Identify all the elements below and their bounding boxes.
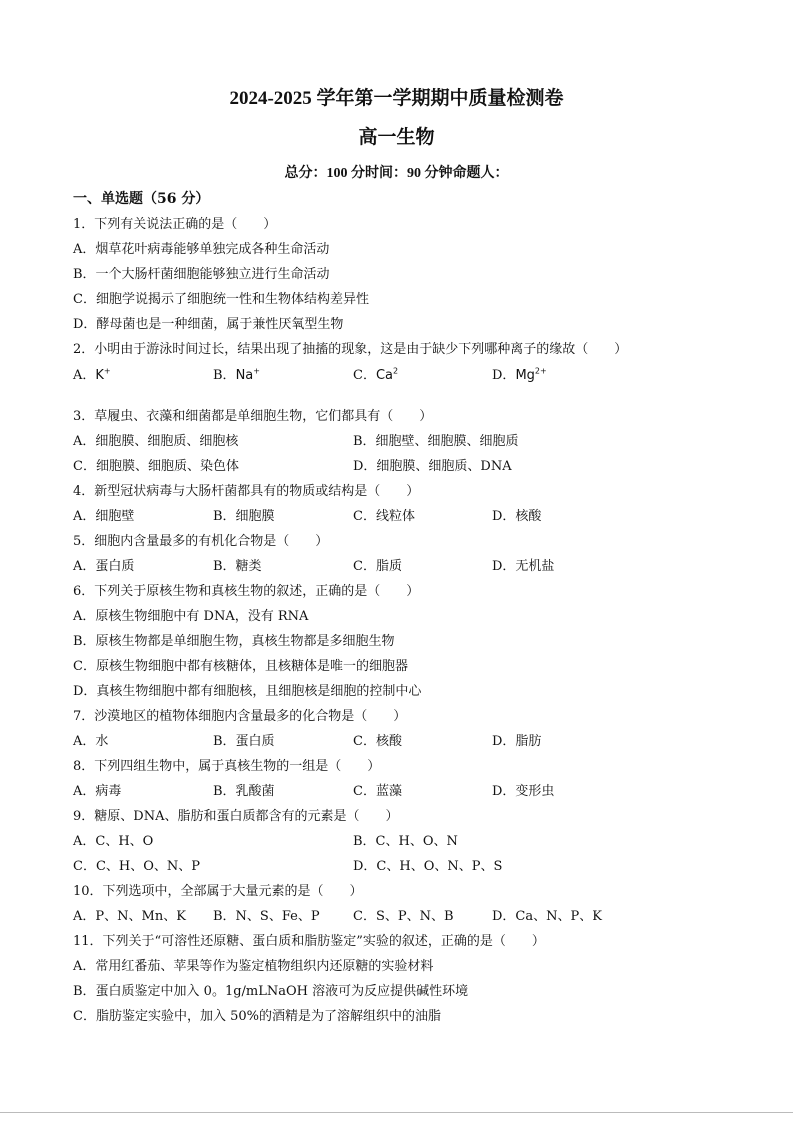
question-3-option-a: A．细胞膜、细胞质、细胞核 — [73, 434, 239, 449]
question-7-option-a: A．水 — [73, 734, 109, 749]
question-2-option-a: A．K+ — [73, 366, 111, 383]
question-10-stem: 10．下列选项中，全部属于大量元素的是（ ） — [73, 884, 363, 899]
question-8-option-c: C．蓝藻 — [353, 784, 402, 799]
question-2-stem: 2．小明由于游泳时间过长，结果出现了抽搐的现象，这是由于缺少下列哪种离子的缘故（ ） — [73, 342, 628, 357]
question-7-stem: 7．沙漠地区的植物体细胞内含量最多的化合物是（ ） — [73, 709, 407, 724]
question-5-option-b: B．糖类 — [213, 559, 262, 574]
question-1-option-b: B．一个大肠杆菌细胞能够独立进行生命活动 — [73, 267, 330, 282]
question-10-option-b: B．N、S、Fe、P — [213, 909, 320, 924]
question-1-stem: 1．下列有关说法正确的是（ ） — [73, 217, 277, 232]
question-10-option-a: A．P、N、Mn、K — [73, 909, 186, 924]
question-5-stem: 5．细胞内含量最多的有机化合物是（ ） — [73, 534, 329, 549]
question-5-option-a: A．蛋白质 — [73, 559, 135, 574]
question-11-option-c: C．脂肪鉴定实验中，加入 50%的酒精是为了溶解组织中的油脂 — [73, 1009, 441, 1024]
exam-subject: 高一生物 — [358, 127, 435, 148]
question-3-stem: 3．草履虫、衣藻和细菌都是单细胞生物，它们都具有（ ） — [73, 409, 433, 424]
question-2-option-d: D．$Mg^{2+}$ — [492, 366, 547, 383]
question-6-stem: 6．下列关于原核生物和真核生物的叙述，正确的是（ ） — [73, 584, 420, 599]
question-11-option-b: B．蛋白质鉴定中加入 0。1g/mLNaOH 溶液可为反应提供碱性环境 — [73, 984, 469, 999]
question-8-stem: 8．下列四组生物中，属于真核生物的一组是（ ） — [73, 759, 381, 774]
question-2-option-c: C．Ca$^2$ — [353, 366, 399, 383]
question-6-option-d: D．真核生物细胞中都有细胞核，且细胞核是细胞的控制中心 — [73, 684, 422, 699]
question-4-option-b: B．细胞膜 — [213, 509, 275, 524]
question-8-option-b: B．乳酸菌 — [213, 784, 275, 799]
question-9-option-c: C．C、H、O、N、P — [73, 859, 201, 874]
question-6-option-a: A．原核生物细胞中有 DNA，没有 RNA — [73, 609, 309, 624]
question-4-option-d: D．核酸 — [492, 509, 542, 524]
question-9-option-d: D．C、H、O、N、P、S — [353, 859, 503, 874]
question-5-option-d: D．无机盐 — [492, 559, 555, 574]
question-2-option-b: B．Na+ — [213, 366, 260, 383]
question-4-stem: 4．新型冠状病毒与大肠杆菌都具有的物质或结构是（ ） — [73, 484, 420, 499]
question-9-option-a: A．C、H、O — [73, 834, 154, 849]
question-3-option-c: C．细胞膜、细胞质、染色体 — [73, 459, 239, 474]
question-11-stem: 11．下列关于“可溶性还原糖、蛋白质和脂肪鉴定”实验的叙述，正确的是（ ） — [73, 934, 545, 949]
section-heading: 一、单选题（56 分） — [73, 191, 210, 207]
question-10-option-c: C．S、P、N、B — [353, 909, 454, 924]
exam-meta: 总分：100 分时间：90 分钟命题人： — [284, 166, 509, 181]
question-1-option-a: A．烟草花叶病毒能够单独完成各种生命活动 — [73, 242, 330, 257]
question-3-option-d: D．细胞膜、细胞质、DNA — [353, 459, 512, 474]
question-5-option-c: C．脂质 — [353, 559, 402, 574]
question-8-option-d: D．变形虫 — [492, 784, 555, 799]
question-7-option-b: B．蛋白质 — [213, 734, 275, 749]
question-8-option-a: A．病毒 — [73, 784, 122, 799]
question-11-option-a: A．常用红番茄、苹果等作为鉴定植物组织内还原糖的实验材料 — [73, 959, 434, 974]
question-1-option-d: D．酵母菌也是一种细菌，属于兼性厌氧型生物 — [73, 317, 344, 332]
question-9-stem: 9．糖原、DNA、脂肪和蛋白质都含有的元素是（ ） — [73, 809, 399, 824]
question-6-option-c: C．原核生物细胞中都有核糖体，且核糖体是唯一的细胞器 — [73, 659, 408, 674]
question-1-option-c: C．细胞学说揭示了细胞统一性和生物体结构差异性 — [73, 292, 369, 307]
question-10-option-d: D．Ca、N、P、K — [492, 909, 602, 924]
question-3-option-b: B．细胞壁、细胞膜、细胞质 — [353, 434, 519, 449]
question-4-option-c: C．线粒体 — [353, 509, 415, 524]
page-bottom-divider — [0, 1112, 793, 1113]
question-7-option-c: C．核酸 — [353, 734, 402, 749]
question-7-option-d: D．脂肪 — [492, 734, 542, 749]
question-6-option-b: B．原核生物都是单细胞生物，真核生物都是多细胞生物 — [73, 634, 395, 649]
question-4-option-a: A．细胞壁 — [73, 509, 135, 524]
exam-title: 2024-2025 学年第一学期期中质量检测卷 — [229, 88, 564, 109]
question-9-option-b: B．C、H、O、N — [353, 834, 458, 849]
